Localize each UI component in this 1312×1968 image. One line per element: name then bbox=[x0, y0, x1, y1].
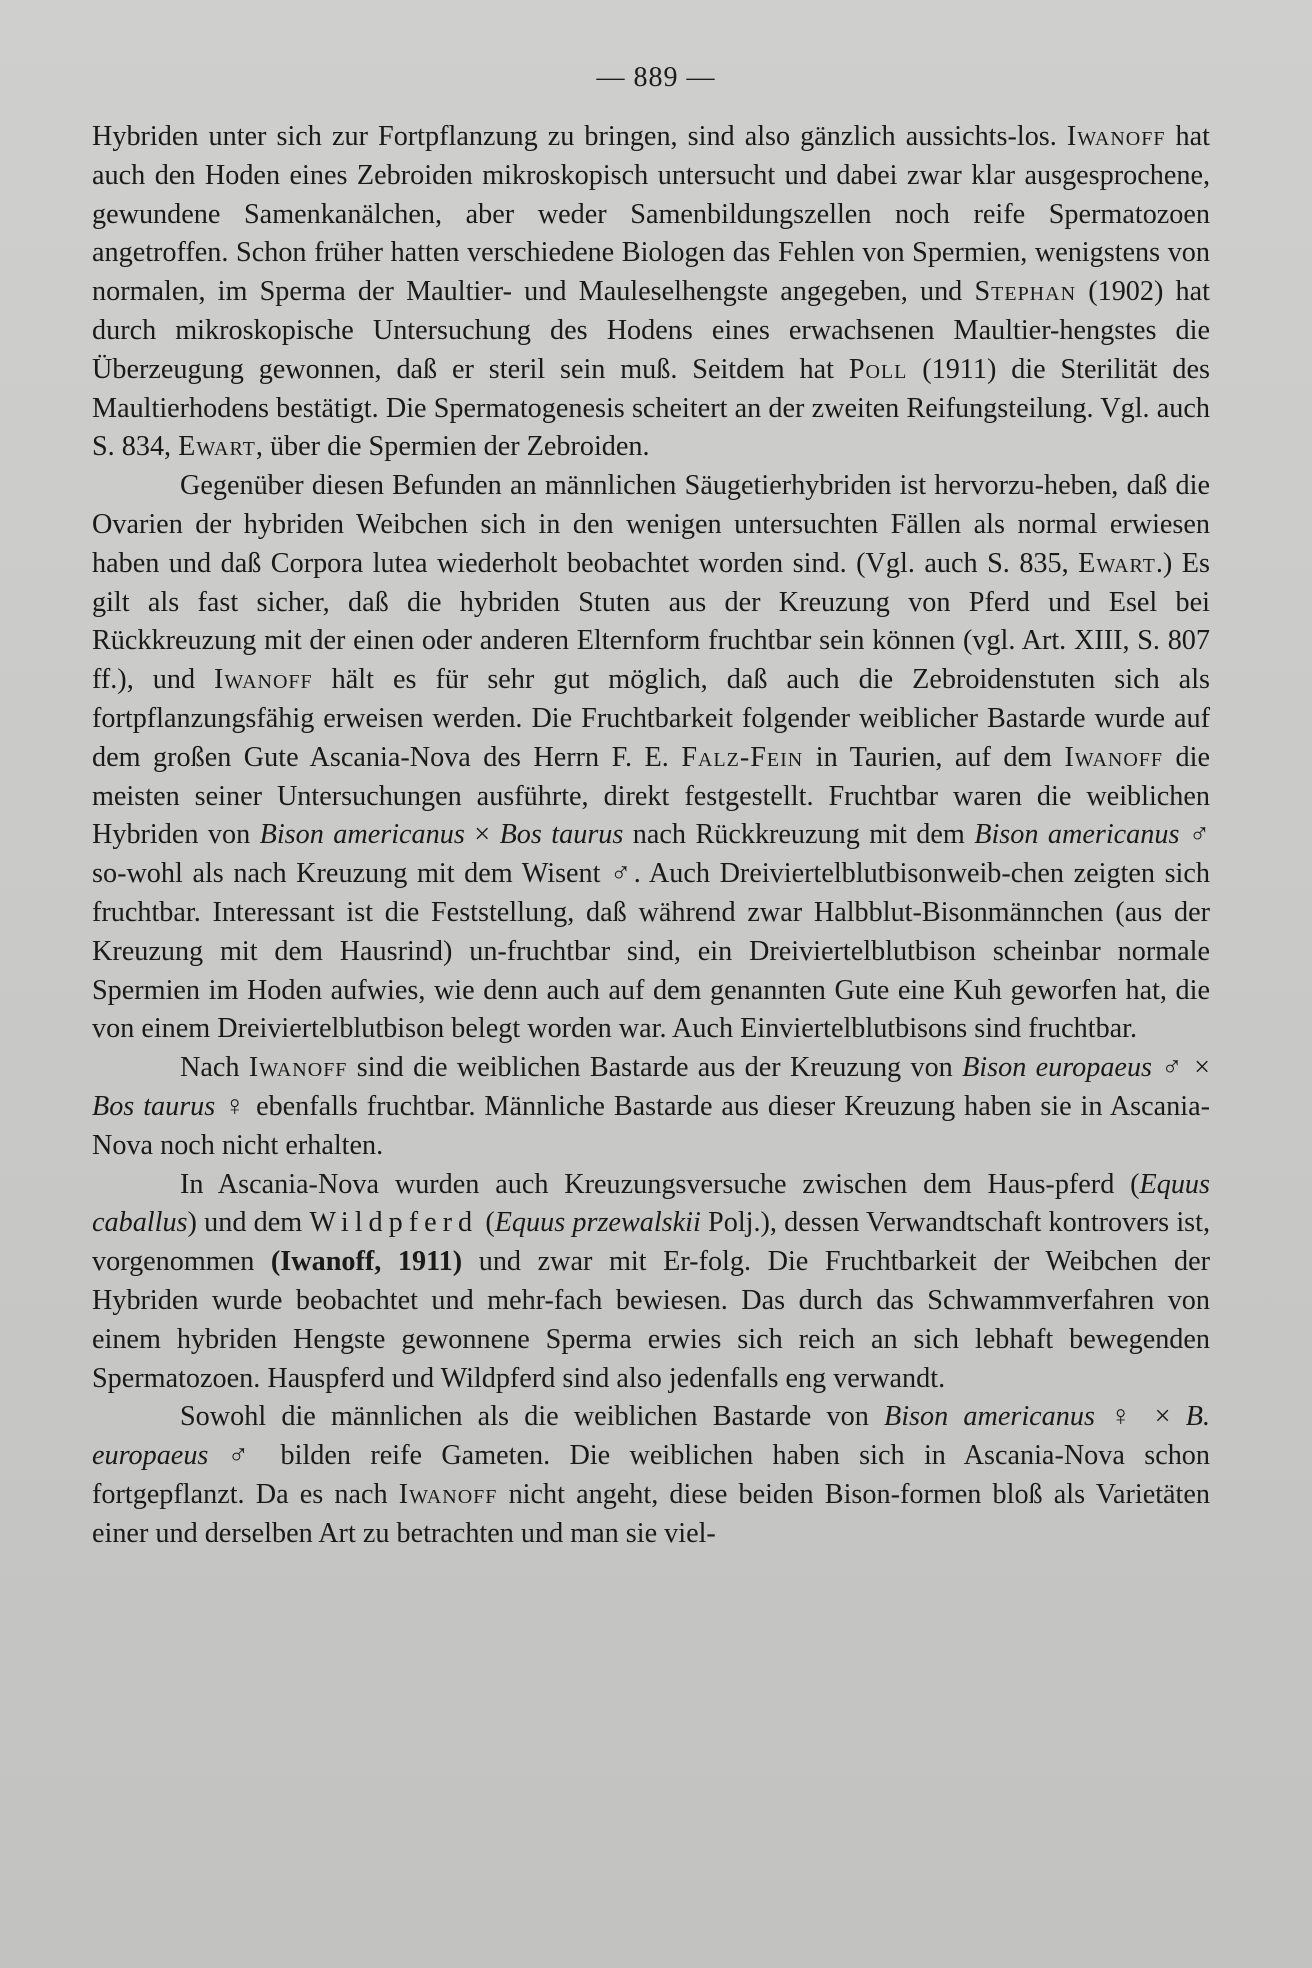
text-run: .) Es gilt als fast sicher, daß die hybriden Stuten aus der Kreuzung von Pferd und Esel bei Rückkreuzung mit der einen oder anderen Elternform fruchtbar sein können (vgl. Art. XIII, S. 807 ff.), und bbox=[92, 547, 1210, 696]
text-run: nicht angeht, diese beiden Bison-formen bloß als Varietäten einer und derselben Art zu betrachten und man sie viel- bbox=[92, 1478, 1210, 1549]
text-run: Ewart bbox=[1078, 547, 1156, 579]
text-run: Poll bbox=[848, 353, 908, 385]
text-run: Stephan bbox=[974, 276, 1077, 308]
text-run: Wildpferd bbox=[309, 1207, 479, 1239]
text-run: in Taurien, auf dem bbox=[803, 741, 1065, 773]
text-run: Gegenüber diesen Befunden an männlichen Säugetierhybriden ist hervorzu-heben, daß die Ovarien der hybriden Weibchen sich in den wenigen untersuchten Fällen als normal erwiesen haben und daß Corpora lutea wiederholt beobachtet worden sind. (Vgl. auch S. 835, bbox=[92, 470, 1210, 579]
text-run: Iwanoff bbox=[214, 664, 313, 696]
text-run: Bos taurus bbox=[92, 1090, 216, 1122]
paragraph bbox=[92, 118, 1210, 467]
text-run: ♀ × bbox=[1094, 1401, 1186, 1433]
text-run: Iwanoff bbox=[1066, 121, 1166, 152]
paragraph bbox=[92, 1049, 1210, 1165]
text-run: Bison europaeus bbox=[962, 1052, 1153, 1084]
text-run: Bison americanus bbox=[259, 819, 465, 851]
text-run: Equus przewalskii bbox=[494, 1207, 701, 1239]
paragraph bbox=[92, 1166, 1210, 1399]
text-run: ♂ × bbox=[1152, 1052, 1210, 1084]
text-run: nach Rückkreuzung mit dem bbox=[623, 819, 975, 851]
text-run: ♂ so-wohl als nach Kreuzung mit dem Wisent ♂. Auch Dreiviertelblutbisonweib-chen zeigten sich fruchtbar. Interessant ist die Feststellung, daß während zwar Halbblut-Bisonmännchen (aus der Kreuzung mit dem Hausrind) un-fruchtbar sind, ein Dreiviertelblutbison scheinbar normale Spermien im Hoden aufwies, wie denn auch auf dem genannten Gute eine Kuh geworfen hat, die von einem Dreiviertelblutbison belegt worden war. Auch Einviertelblutbisons sind fruchtbar. bbox=[92, 819, 1210, 1045]
paragraph bbox=[92, 467, 1210, 1049]
page-number: — 889 — bbox=[596, 62, 716, 93]
text-run: Nach bbox=[180, 1052, 249, 1084]
text-run: B. europaeus bbox=[92, 1401, 1210, 1472]
text-run: Iwanoff bbox=[398, 1478, 498, 1510]
body-text bbox=[92, 118, 1210, 1553]
text-run: sind die weiblichen Bastarde aus der Kreuzung von bbox=[347, 1052, 963, 1084]
text-run: Bison americanus bbox=[974, 819, 1180, 851]
text-run: Bison americanus bbox=[884, 1401, 1095, 1433]
text-run: Ewart bbox=[178, 431, 256, 463]
text-run: hält es für sehr gut möglich, daß auch die Zebroidenstuten sich als fortpflanzungsfähig erweisen werden. Die Fruchtbarkeit folgender weiblicher Bastarde wurde auf dem großen Gute Ascania-Nova des Herrn F. E. bbox=[92, 664, 1210, 773]
text-run: hat auch den Hoden eines Zebroiden mikroskopisch untersucht und dabei zwar klar ausgesprochene, gewundene Samenkanälchen, aber weder Samenbildungszellen noch reife Spermatozoen angetroffen. Schon früher hatten verschiedene Biologen das Fehlen von Spermien, wenigstens von normalen, im Sperma der Maultier- und Mauleselhengste angegeben, und bbox=[92, 121, 1210, 308]
text-run: die meisten seiner Untersuchungen ausführte, direkt festgestellt. Fruchtbar waren die weiblichen Hybriden von bbox=[92, 741, 1210, 851]
text-run: Sowohl die männlichen als die weiblichen Bastarde von bbox=[180, 1401, 884, 1433]
text-run: ) und dem bbox=[187, 1207, 310, 1239]
text-run: (1902) hat durch mikroskopische Untersuchung des Hodens eines erwachsenen Maultier-hengstes die Überzeugung gewonnen, daß er steril sein muß. Seitdem hat bbox=[92, 276, 1210, 385]
text-run: Equus caballus bbox=[92, 1168, 1210, 1239]
text-run: ♀ ebenfalls fruchtbar. Männliche Bastarde aus dieser Kreuzung haben sie in Ascania-Nova noch nicht erhalten. bbox=[92, 1090, 1210, 1161]
text-run: ♂ bilden reife Gameten. Die weiblichen haben sich in Ascania-Nova schon fortgepflanzt. Da es nach bbox=[92, 1440, 1210, 1510]
text-run: Iwanoff bbox=[248, 1052, 348, 1084]
text-run: (Iwanoff, 1911) bbox=[270, 1246, 463, 1278]
text-run: , über die Spermien der Zebroiden. bbox=[255, 431, 650, 463]
text-run: In Ascania-Nova wurden auch Kreuzungsversuche zwischen dem Haus-pferd ( bbox=[180, 1168, 1140, 1200]
text-run: Iwanoff bbox=[1064, 741, 1164, 773]
text-run: × bbox=[464, 819, 500, 851]
text-run: ( bbox=[478, 1207, 495, 1239]
text-run: Hybriden unter sich zur Fortpflanzung zu bringen, sind also gänzlich aussichts-los. bbox=[92, 121, 1067, 152]
text-run: Bos taurus bbox=[499, 819, 624, 851]
paragraph bbox=[92, 1398, 1210, 1553]
text-run: und zwar mit Er-folg. Die Fruchtbarkeit der Weibchen der Hybriden wurde beobachtet und mehr-fach bewiesen. Das durch das Schwammverfahren von einem hybriden Hengste gewonnene Sperma erwies sich reich an sich lebhaft bewegenden Spermatozoen. Hauspferd und Wildpferd sind also jedenfalls eng verwandt. bbox=[92, 1246, 1211, 1394]
text-run: (1911) die Sterilität des Maultierhodens bestätigt. Die Spermatogenesis scheitert an der zweiten Reifungsteilung. Vgl. auch S. 834, bbox=[92, 353, 1210, 463]
text-run: Polj.), dessen Verwandtschaft kontrovers ist, vorgenommen bbox=[92, 1207, 1211, 1278]
text-run: Falz-Fein bbox=[681, 741, 804, 773]
